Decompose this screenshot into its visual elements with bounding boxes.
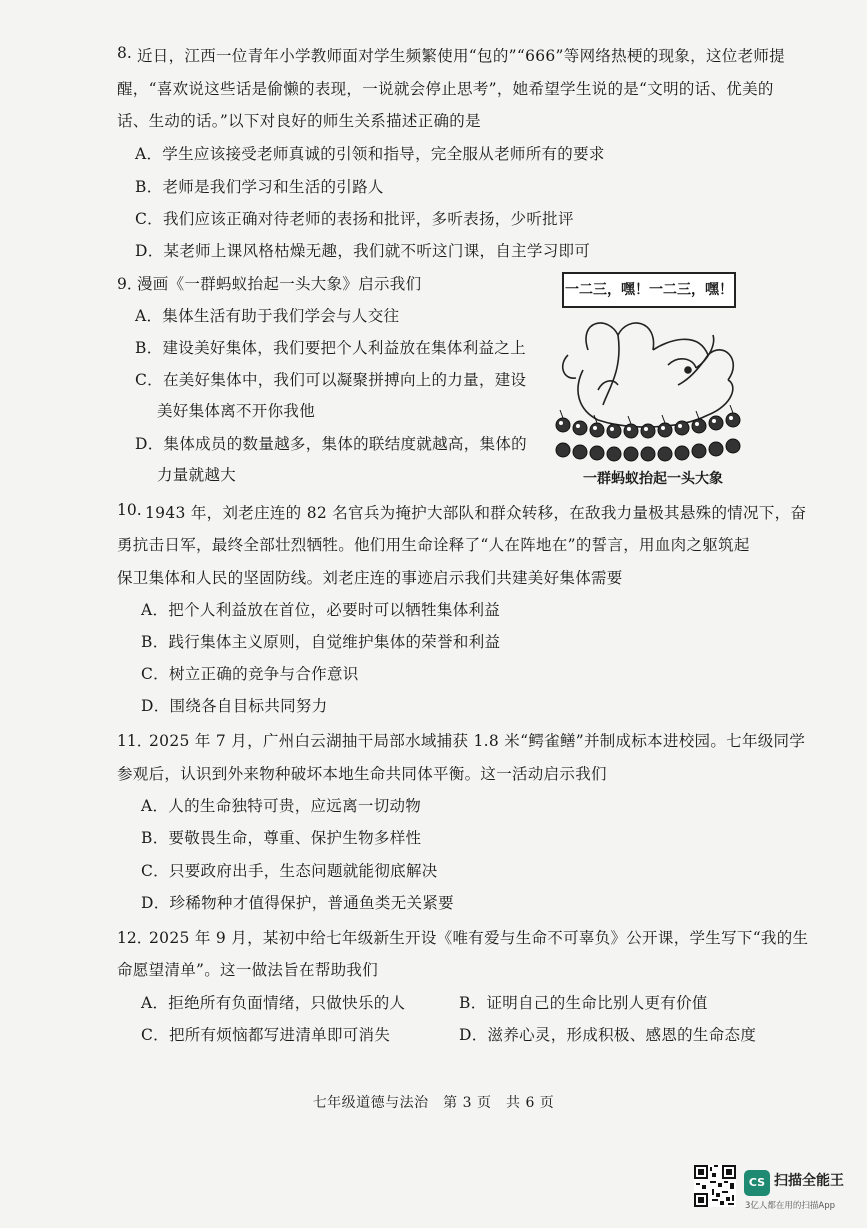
option-d: D．某老师上课风格枯燥无趣，我们就不听这门课，自主学习即可 xyxy=(135,242,591,260)
comic-banner: 一二三，嘿！一二三，嘿！ xyxy=(562,272,736,308)
camscanner-logo: CS xyxy=(744,1170,770,1196)
question-number: 11． xyxy=(117,732,153,750)
question-stem-line: 2025 年 9 月，某初中给七年级新生开设《唯有爱与生命不可辜负》公开课，学生写下“我的生 xyxy=(149,929,809,947)
question-stem-line: 话、生动的话。”以下对良好的师生关系描述正确的是 xyxy=(117,112,481,130)
question-number: 12． xyxy=(117,929,153,947)
option-b: B．证明自己的生命比别人更有价值 xyxy=(459,994,708,1012)
camscanner-tagline: 3亿人都在用的扫描App xyxy=(745,1201,836,1211)
elephant-and-ants-drawing xyxy=(548,310,748,470)
option-c: C．树立正确的竞争与合作意识 xyxy=(141,665,359,683)
question-stem-line: 1943 年，刘老庄连的 82 名官兵为掩护大部队和群众转移，在敌我力量极其悬殊的情况下，奋 xyxy=(145,504,807,522)
page-footer: 七年级道德与法治 第 3 页 共 6 页 xyxy=(312,1095,555,1111)
option-d: D．珍稀物种才值得保护，普通鱼类无关紧要 xyxy=(141,894,454,912)
option-d-continued: 力量就越大 xyxy=(157,466,237,484)
option-c: C．我们应该正确对待老师的表扬和批评，多听表扬，少听批评 xyxy=(135,210,574,228)
option-b: B．建设美好集体，我们要把个人利益放在集体利益之上 xyxy=(135,339,526,357)
option-d: D．围绕各自目标共同努力 xyxy=(141,697,328,715)
comic-caption: 一群蚂蚁抬起一头大象 xyxy=(583,471,723,487)
option-a: A．学生应该接受老师真诚的引领和指导，完全服从老师所有的要求 xyxy=(135,145,605,163)
option-a: A．集体生活有助于我们学会与人交往 xyxy=(135,307,400,325)
option-d: D．集体成员的数量越多，集体的联结度就越高，集体的 xyxy=(135,435,527,453)
comic-illustration xyxy=(548,272,748,494)
option-c: C．把所有烦恼都写进清单即可消失 xyxy=(141,1026,391,1044)
question-number: 10. xyxy=(117,501,142,519)
question-number: 8. xyxy=(117,44,132,62)
question-stem-line: 醒，“喜欢说这些话是偷懒的表现，一说就会停止思考”，她希望学生说的是“文明的话、优美的 xyxy=(117,80,774,98)
question-number: 9． xyxy=(117,275,143,293)
question-stem-line: 参观后，认识到外来物种破坏本地生命共同体平衡。这一活动启示我们 xyxy=(117,765,607,783)
question-stem-line: 保卫集体和人民的坚固防线。刘老庄连的事迹启示我们共建美好集体需要 xyxy=(117,569,623,587)
question-stem-line: 勇抗击日军，最终全部壮烈牺牲。他们用生命诠释了“人在阵地在”的誓言，用血肉之躯筑起 xyxy=(117,536,750,554)
option-c: C．在美好集体中，我们可以凝聚拼搏向上的力量，建设 xyxy=(135,371,527,389)
option-a: A．拒绝所有负面情绪，只做快乐的人 xyxy=(141,994,406,1012)
option-a: A．把个人利益放在首位，必要时可以牺牲集体利益 xyxy=(141,601,501,619)
option-a: A．人的生命独特可贵，应远离一切动物 xyxy=(141,797,422,815)
question-stem-line: 2025 年 7 月，广州白云湖抽干局部水域捕获 1.8 米“鳄雀鳝”并制成标本进校园。七年级同学 xyxy=(149,732,806,750)
option-c: C．只要政府出手，生态问题就能彻底解决 xyxy=(141,862,438,880)
option-b: B．要敬畏生命，尊重、保护生物多样性 xyxy=(141,829,422,847)
option-b: B．践行集体主义原则，自觉维护集体的荣誉和利益 xyxy=(141,633,501,651)
option-b: B．老师是我们学习和生活的引路人 xyxy=(135,178,384,196)
question-stem-line: 近日，江西一位青年小学教师面对学生频繁使用“包的”“666”等网络热梗的现象，这位老师提 xyxy=(137,47,785,65)
question-stem-line: 命愿望清单”。这一做法旨在帮助我们 xyxy=(117,961,379,979)
option-d: D．滋养心灵，形成积极、感恩的生命态度 xyxy=(459,1026,757,1044)
option-c-continued: 美好集体离不开你我他 xyxy=(157,402,316,420)
camscanner-name: 扫描全能王 xyxy=(774,1173,844,1189)
question-stem-line: 漫画《一群蚂蚁抬起一头大象》启示我们 xyxy=(137,275,422,293)
qr-code-icon xyxy=(694,1165,736,1207)
